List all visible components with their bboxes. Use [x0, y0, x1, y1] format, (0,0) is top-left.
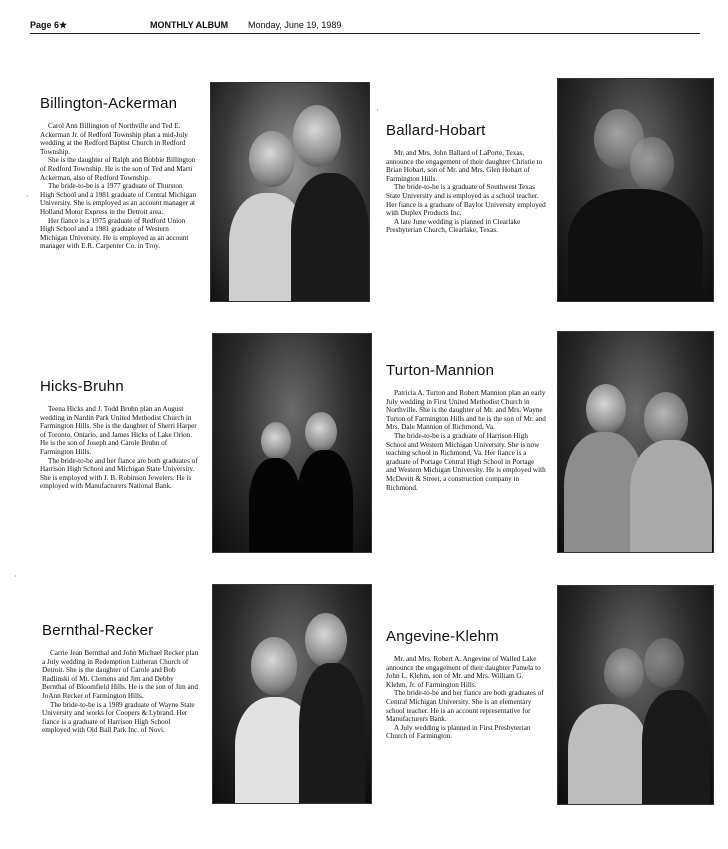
story-paragraph: Teena Hicks and J. Todd Bruhn plan an August wedding in Nardin Park United Methodist Church in Farmington Hills. She is the daughter of Sherri Harper of Toronto, Ontario, and James Hicks of Lake Orion. He is the son of Joseph and Carole Bruhn of Farmington Hills. [40, 405, 197, 456]
person-head [249, 131, 295, 187]
person-head [630, 137, 674, 191]
person-body [299, 663, 365, 803]
story-angevine-klehm [386, 628, 546, 741]
story-title: Angevine-Klehm [386, 628, 499, 645]
story-paragraph: A July wedding is planned in First Presbyterian Church of Farmington. [386, 723, 531, 741]
person-body [568, 704, 648, 804]
page-number: Page 6★ [30, 20, 68, 30]
person-head [644, 638, 684, 688]
story-paragraph: The bride-to-be and her fiance are both graduates of Central Michigan University. She is an elementary school teacher. He is an account representative for Manufacturers Bank. [386, 689, 544, 724]
couple-photo [212, 333, 372, 553]
person-head [251, 637, 297, 695]
story-billington-ackerman [40, 95, 198, 251]
story-paragraph: Carol Ann Billington of Northville and Ted E. Ackerman Jr. of Redford Township plan a mid-July wedding at the Redford Baptist Church in Redford Township. [40, 122, 188, 156]
person-head [604, 648, 644, 698]
person-body [630, 440, 712, 552]
story-title: Turton-Mannion [386, 362, 495, 379]
story-paragraph: The bride-to-be is a graduate of Southwest Texas State University and is employed as a school teacher. Her fiance is a graduate of Baylor University employed with Duplex Products Inc. [386, 183, 546, 218]
header-rule [30, 33, 700, 34]
story-title: Bernthal-Recker [42, 622, 154, 639]
person-head [293, 105, 341, 167]
couple-photo [212, 584, 372, 804]
couple-photo [557, 78, 714, 302]
scan-speck: · [14, 572, 17, 581]
person-head [261, 422, 291, 460]
couple-photo [557, 585, 714, 805]
story-paragraph: The bride-to-be and her fiance are both graduates of Harrison High School and Michigan State University. She is employed with J. B. Robinson Jewelers. He is employed with Manufacturers National Bank. [40, 456, 198, 491]
story-title: Billington-Ackerman [40, 95, 178, 112]
person-body [642, 690, 710, 804]
person-body [297, 450, 353, 553]
story-turton-mannion [386, 362, 546, 492]
story-paragraph: The bride-to-be is a graduate of Harrison High School and Western Michigan University. She is now teaching school in Richmond, Va. Her fiance is a graduate of Portage Central High School in Portage and Western Michigan University. He is employed with McDevitt & Street, a construction company in Richmond. [386, 431, 546, 492]
scan-speck: · [26, 192, 29, 201]
person-body [568, 189, 703, 301]
person-head [586, 384, 626, 434]
story-paragraph: Mr. and Mrs. Robert A. Angevine of Walled Lake announce the engagement of their daughter Pamela to John L. Klehm, son of Mr. and Mrs. William G. Klehm, Jr. of Farmington Hills. [386, 655, 541, 689]
story-paragraph: Carrie Jean Bernthal and John Michael Recker plan a July wedding in Redemption Lutheran Church of Detroit. She is the daughter of Carole and Bob Radlinski of Mt. Clemens and Jim and Debby Bernthal of Bloomfield Hills. He is the son of Jim and JoAnn Recker of Farmington Hills. [42, 649, 199, 700]
story-paragraph: Mr. and Mrs. John Ballard of LaPorte, Texas, announce the engagement of their daughter Christie to Brian Hobart, son of Mr. and Mrs. Glen Hobart of Farmington Hills. [386, 149, 543, 183]
person-body [249, 458, 301, 553]
page-header [30, 20, 700, 36]
story-ballard-hobart [386, 122, 546, 235]
story-paragraph: The bride-to-be is a 1977 graduate of Thurston High School and a 1981 graduate of Central Michigan University. She is employed as an account manager at Holland Motor Express in the Detroit area. [40, 182, 197, 216]
person-body [291, 173, 369, 302]
person-head [305, 613, 347, 667]
story-title: Ballard-Hobart [386, 122, 486, 139]
person-head [305, 412, 337, 452]
person-head [644, 392, 688, 446]
story-paragraph: The bride-to-be is a 1989 graduate of Wayne State University and works for Coopers & Lybrand. Her fiance is a graduate of Harrison High School employed with Old Ball Park Inc. of Novi. [42, 700, 195, 735]
couple-photo [210, 82, 370, 302]
couple-photo [557, 331, 714, 553]
story-bernthal-recker [42, 622, 200, 735]
issue-date: Monday, June 19, 1989 [248, 20, 342, 30]
story-paragraph: A late June wedding is planned in Clearlake Presbyterian Church, Clearlake, Texas. [386, 217, 521, 235]
story-title: Hicks-Bruhn [40, 378, 124, 395]
story-hicks-bruhn [40, 378, 198, 491]
section-title: MONTHLY ALBUM [150, 20, 229, 30]
story-paragraph: Her fiance is a 1975 graduate of Redford Union High School and a 1981 graduate of Western Michigan University. He is employed as an account manager with E.R. Carpenter Co. in Troy. [40, 216, 189, 251]
story-paragraph: She is the daughter of Ralph and Bobbie Billington of Redford Township. He is the son of Ted and Marti Ackerman, also of Redford Township. [40, 156, 196, 182]
story-paragraph: Patricia A. Turton and Robert Mannion plan an early July wedding in First United Methodist Church in Northville. She is the daughter of Mr. and Mrs. Wayne Turton of Farmington Hills and he is the son of Mr. and Mrs. Dale Mannion of Richmond, Va. [386, 389, 546, 432]
scan-speck: · [376, 106, 379, 115]
